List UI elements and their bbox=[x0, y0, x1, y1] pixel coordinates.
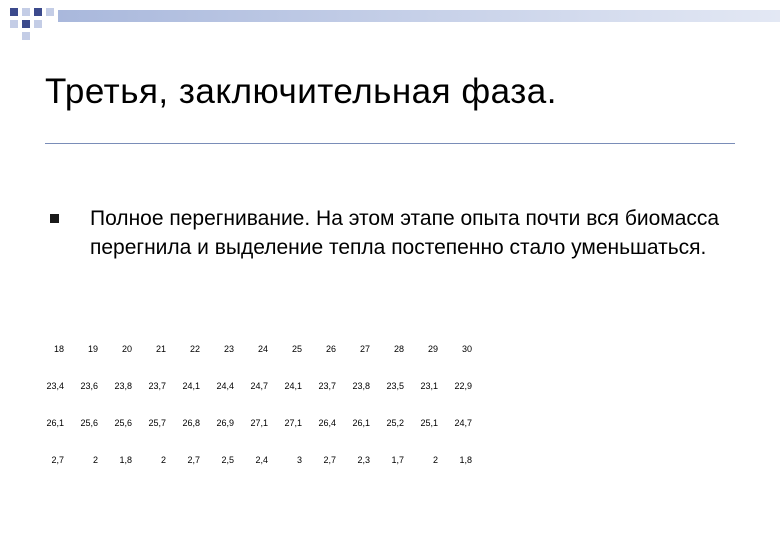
bullet-icon bbox=[50, 214, 59, 223]
table-cell: 2,3 bbox=[357, 454, 370, 465]
table-cell: 25,6 bbox=[80, 417, 98, 428]
table-cell: 21 bbox=[155, 343, 166, 354]
table-cell: 26,1 bbox=[352, 417, 370, 428]
table-row bbox=[38, 441, 480, 478]
deco-square bbox=[10, 8, 18, 16]
table-cell: 26 bbox=[325, 343, 336, 354]
table-cell: 18 bbox=[53, 343, 64, 354]
table-cell: 23,7 bbox=[318, 380, 336, 391]
table-cell: 2,5 bbox=[221, 454, 234, 465]
table-cell: 27,1 bbox=[284, 417, 302, 428]
data-table bbox=[38, 330, 480, 478]
table-cell: 2 bbox=[432, 454, 438, 465]
table-cell: 19 bbox=[87, 343, 98, 354]
deco-square bbox=[34, 8, 42, 16]
table-cell: 22 bbox=[189, 343, 200, 354]
table-cell: 2,4 bbox=[255, 454, 268, 465]
deco-square bbox=[10, 20, 18, 28]
table-cell: 27,1 bbox=[250, 417, 268, 428]
table-cell: 24,1 bbox=[284, 380, 302, 391]
table-cell: 1,8 bbox=[119, 454, 132, 465]
table-cell: 20 bbox=[121, 343, 132, 354]
table-cell: 3 bbox=[296, 454, 302, 465]
table-cell: 2 bbox=[92, 454, 98, 465]
table-cell: 2 bbox=[160, 454, 166, 465]
table-cell: 24,7 bbox=[250, 380, 268, 391]
table-cell: 23,8 bbox=[352, 380, 370, 391]
table-cell: 29 bbox=[427, 343, 438, 354]
deco-square bbox=[22, 20, 30, 28]
deco-square bbox=[34, 20, 42, 28]
table-cell: 22,9 bbox=[454, 380, 472, 391]
table-cell: 24,1 bbox=[182, 380, 200, 391]
table-row bbox=[38, 404, 480, 441]
table-cell: 23 bbox=[223, 343, 234, 354]
table-cell: 1,7 bbox=[391, 454, 404, 465]
deco-square bbox=[22, 32, 30, 40]
table-cell: 23,8 bbox=[114, 380, 132, 391]
table-cell: 2,7 bbox=[323, 454, 336, 465]
table-cell: 25 bbox=[291, 343, 302, 354]
deco-square bbox=[46, 8, 54, 16]
table-cell: 23,1 bbox=[420, 380, 438, 391]
table-cell: 27 bbox=[359, 343, 370, 354]
table-row bbox=[38, 367, 480, 404]
table-cell: 2,7 bbox=[187, 454, 200, 465]
table-cell: 23,4 bbox=[46, 380, 64, 391]
table-cell: 24,7 bbox=[454, 417, 472, 428]
table-cell: 25,7 bbox=[148, 417, 166, 428]
table-cell: 1,8 bbox=[459, 454, 472, 465]
title-divider bbox=[45, 143, 735, 144]
table-cell: 28 bbox=[393, 343, 404, 354]
table-cell: 25,6 bbox=[114, 417, 132, 428]
table-cell: 23,5 bbox=[386, 380, 404, 391]
table-cell: 25,2 bbox=[386, 417, 404, 428]
bullet-text: Полное перегнивание. На этом этапе опыта почти вся биомасса перегнила и выделение тепла постепенно стало уменьшаться. bbox=[90, 207, 720, 259]
table-row bbox=[38, 330, 480, 367]
table-cell: 23,7 bbox=[148, 380, 166, 391]
slide-title: Третья, заключительная фаза. bbox=[45, 72, 557, 111]
table-cell: 24 bbox=[257, 343, 268, 354]
slide-decoration bbox=[0, 0, 780, 40]
table-cell: 26,1 bbox=[46, 417, 64, 428]
table-cell: 23,6 bbox=[80, 380, 98, 391]
table-cell: 30 bbox=[461, 343, 472, 354]
deco-square bbox=[22, 8, 30, 16]
table-cell: 2,7 bbox=[51, 454, 64, 465]
deco-band bbox=[58, 10, 780, 22]
table-cell: 25,1 bbox=[420, 417, 438, 428]
table-cell: 26,8 bbox=[182, 417, 200, 428]
table-cell: 26,9 bbox=[216, 417, 234, 428]
table-cell: 24,4 bbox=[216, 380, 234, 391]
table-cell: 26,4 bbox=[318, 417, 336, 428]
